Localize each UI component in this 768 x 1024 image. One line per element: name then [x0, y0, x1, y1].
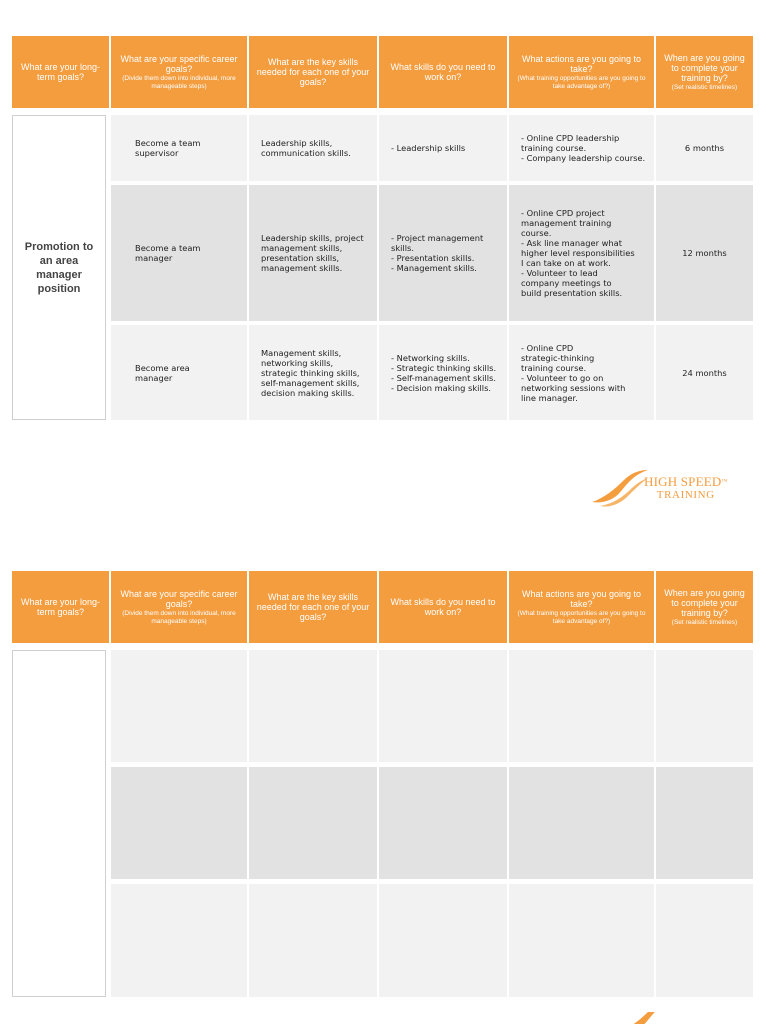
table-row [12, 185, 753, 321]
actions-cell[interactable] [509, 884, 654, 997]
header-timeline: When are you going to complete your training by? (Set realistic timelines) [656, 36, 753, 108]
key-skills-cell[interactable] [249, 884, 377, 997]
skills-to-work-on-cell: - Leadership skills [379, 115, 507, 181]
table-row [12, 115, 753, 181]
career-goal-cell: Become area manager [111, 325, 247, 420]
actions-cell[interactable] [509, 767, 654, 879]
actions-cell: - Online CPD strategic-thinking training course. - Volunteer to go on networking sessions with line manager. [509, 325, 654, 420]
skills-to-work-on-cell: - Networking skills. - Strategic thinking skills. - Self-management skills. - Decision making skills. [379, 325, 507, 420]
key-skills-cell: Management skills, networking skills, strategic thinking skills, self-management skills, decision making skills. [249, 325, 377, 420]
key-skills-cell: Leadership skills, project management skills, presentation skills, management skills. [249, 185, 377, 321]
key-skills-cell: Leadership skills, communication skills. [249, 115, 377, 181]
career-goal-cell[interactable] [111, 884, 247, 997]
key-skills-cell[interactable] [249, 767, 377, 879]
long-term-goal-text: Promotion to an area manager position [24, 240, 94, 295]
career-goal-cell: Become a team supervisor [111, 115, 247, 181]
timeline-cell[interactable] [656, 650, 753, 762]
table-row [12, 767, 753, 879]
high-speed-training-logo-partial [616, 1012, 676, 1024]
header-career-goals: What are your specific career goals? (Divide them down into individual, more manageable steps) [111, 36, 247, 108]
header-actions: What actions are you going to take? (What training opportunities are you going to take advantage of?) [509, 571, 654, 643]
header-long-term-goals: What are your long-term goals? [12, 36, 109, 108]
header-actions: What actions are you going to take? (What training opportunities are you going to take advantage of?) [509, 36, 654, 108]
skills-to-work-on-cell[interactable] [379, 884, 507, 997]
table-row [12, 325, 753, 420]
table-row [12, 650, 753, 762]
career-goal-cell: Become a team manager [111, 185, 247, 321]
timeline-cell: 12 months [656, 185, 753, 321]
timeline-cell[interactable] [656, 767, 753, 879]
swoosh-wing-icon [590, 468, 650, 508]
skills-to-work-on-cell[interactable] [379, 650, 507, 762]
header-key-skills: What are the key skills needed for each one of your goals? [249, 571, 377, 643]
table-row [12, 884, 753, 997]
header-career-goals: What are your specific career goals? (Divide them down into individual, more manageable steps) [111, 571, 247, 643]
swoosh-wing-icon [616, 1012, 676, 1024]
timeline-cell[interactable] [656, 884, 753, 997]
timeline-cell: 6 months [656, 115, 753, 181]
actions-cell: - Online CPD leadership training course. - Company leadership course. [509, 115, 654, 181]
high-speed-training-logo: HIGH SPEED™ TRAINING [590, 468, 728, 508]
header-skills-to-work-on: What skills do you need to work on? [379, 571, 507, 643]
table-header-row [12, 571, 753, 643]
timeline-cell: 24 months [656, 325, 753, 420]
key-skills-cell[interactable] [249, 650, 377, 762]
skills-to-work-on-cell[interactable] [379, 767, 507, 879]
career-goal-cell[interactable] [111, 767, 247, 879]
header-long-term-goals: What are your long-term goals? [12, 571, 109, 643]
table-header-row [12, 36, 753, 108]
skills-to-work-on-cell: - Project management skills. - Presentation skills. - Management skills. [379, 185, 507, 321]
actions-cell[interactable] [509, 650, 654, 762]
header-skills-to-work-on: What skills do you need to work on? [379, 36, 507, 108]
header-timeline: When are you going to complete your training by? (Set realistic timelines) [656, 571, 753, 643]
actions-cell: - Online CPD project management training course. - Ask line manager what higher level responsibilities I can take on at work. - Volunteer to lead company meetings to build presentation skills. [509, 185, 654, 321]
career-goal-cell[interactable] [111, 650, 247, 762]
header-key-skills: What are the key skills needed for each one of your goals? [249, 36, 377, 108]
